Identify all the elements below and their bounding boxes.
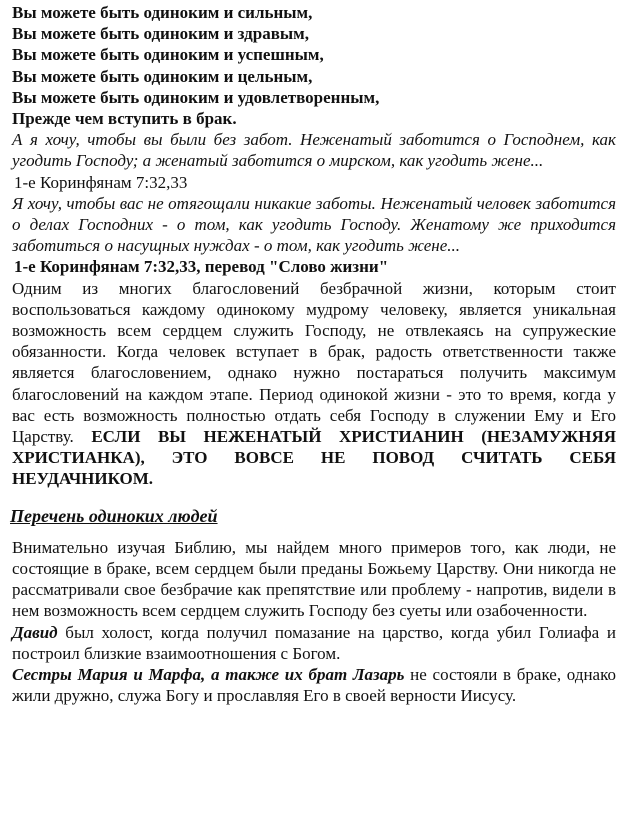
intro-line: Вы можете быть одиноким и сильным, [12,3,313,22]
body-paragraph-3 [4,622,616,664]
paragraph-text: был холост, когда получил помазание на царство, когда убил Голиафа и построил близкие взаимоотношения с Богом. [12,622,616,663]
body-paragraph-4 [4,664,616,706]
intro-line: Вы можете быть одиноким и цельным, [12,66,313,86]
scripture-reference-2: 1-е Коринфянам 7:32,33, перевод "Слово жизни" [14,257,389,277]
intro-line: Прежде чем вступить в брак. [12,109,237,129]
intro-line: Вы можете быть одиноким и удовлетворенным, [12,87,380,107]
body-paragraph-1 [4,278,616,490]
scripture-quote-1: А я хочу, чтобы вы были без забот. Неженатый заботится о Господнем, как угодить Господу; а женатый заботится о мирском, как угодить жене... [12,130,616,171]
paragraph-text: не состояли в браке, однако жили дружно, служа Богу и прославляя Его в своей верности Иисусу. [12,665,617,706]
section-heading: Перечень одиноких людей [10,505,218,526]
scripture-quote-2: Я хочу, чтобы вас не отягощали никакие заботы. Неженатый человек заботится о делах Господних - о том, как угодить Господу. Женатому же приходится заботиться о насущных нуждах - о том, как угодить жене... [12,193,616,256]
bible-names: Сестры Мария и Марфа, а также их брат Лазарь [12,665,405,685]
paragraph-text: Одним из многих благословений безбрачной жизни, которым стоит воспользоваться каждому одинокому мудрому человеку, является уникальная возможность всем сердцем служить Господу, не отвлекаясь на супружеские обязанности. Когда человек вступает в брак, радость ответственности также является благословением, однако нужно постараться получить максимум благословений на каждом этапе. Период одинокой жизни - это то время, когда у вас есть возможность полностью отдать себя Господу в служении Ему и Его Царству. [12,278,616,447]
intro-poem [4,2,616,129]
scripture-reference-1: 1-е Коринфянам 7:32,33 [14,172,188,192]
bible-name: Давид [12,622,58,642]
intro-line: Вы можете быть одиноким и здравым, [12,24,309,44]
body-paragraph-2: Внимательно изучая Библию, мы найдем много примеров того, как люди, не состоящие в браке, всем сердцем были преданы Божьему Царству. Они никогда не рассматривали свое безбрачие как препятствие или проблему - напротив, видели в нем возможность всем сердцем служить Господу без суеты или озабоченности. [12,537,616,621]
intro-line: Вы можете быть одиноким и успешным, [12,45,324,65]
emphasis-caps: ЕСЛИ ВЫ НЕЖЕНАТЫЙ ХРИСТИАНИН (НЕЗАМУЖНЯЯ ХРИСТИАНКА), ЭТО ВОВСЕ НЕ ПОВОД СЧИТАТЬ СЕБЯ НЕУДАЧНИКОМ. [12,427,616,489]
